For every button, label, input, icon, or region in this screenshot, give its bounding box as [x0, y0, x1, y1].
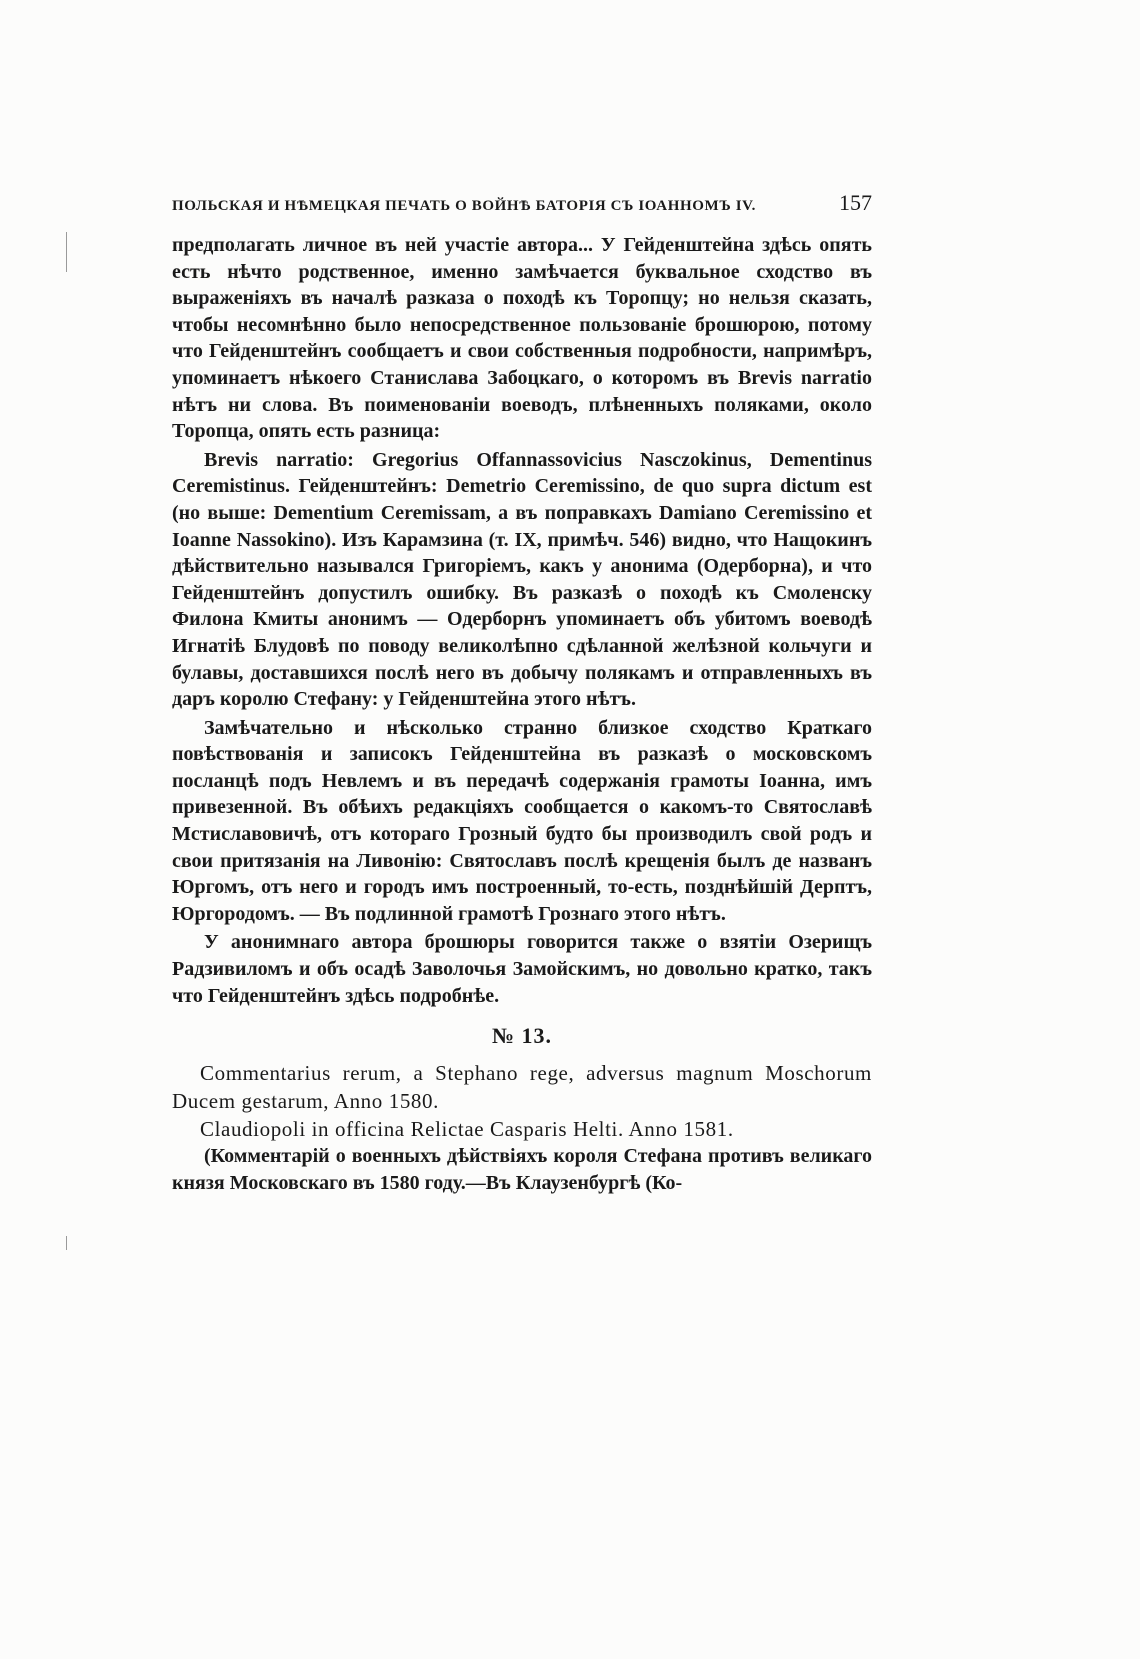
paragraph-2: Brevis narratio: Gregorius Offannassovicius Nasczokinus, Dementinus Ceremistinus. Гейденштейнъ: Demetrio Ceremissino, de quo supra dictum est (но выше: Dementium Ceremissam, а въ поправкахъ Damiano Ceremissino et Ioanne Nassokino). Изъ Карамзина (т. IX, примѣч. 546) видно, что Нащокинъ дѣйствительно назывался Григоріемъ, какъ у анонима (Одерборна), и что Гейденштейнъ допустилъ ошибку. Въ разказѣ о походѣ къ Смоленску Филона Кмиты анонимъ — Одерборнъ упоминаетъ объ убитомъ воеводѣ Игнатіѣ Блудовѣ по поводу великолѣпно сдѣланной желѣзной кольчуги и булавы, доставшихся послѣ него въ добычу полякамъ и отправленныхъ въ даръ королю Стефану: у Гейденштейна этого нѣтъ.: [172, 448, 872, 711]
running-title: ПОЛЬСКАЯ И НѢМЕЦКАЯ ПЕЧАТЬ О ВОЙНѢ БАТОРІЯ СЪ ІОАННОМЪ IV.: [172, 198, 757, 214]
section-number: № 13.: [491, 1023, 553, 1049]
entry-title: Commentarius rerum, a Stephano rege, adversus magnum Moschorum Ducem gestarum, Anno 1580.: [172, 1061, 872, 1114]
margin-mark: [66, 1236, 67, 1250]
page-content: [172, 190, 872, 1196]
entry-translation: (Комментарій о военныхъ дѣйствіяхъ короля Стефана противъ великаго князя Московскаго въ 1580 году.—Въ Клаузенбургѣ (Ко-: [172, 1145, 872, 1194]
entry-imprint: Claudiopoli in officina Relictae Casparis Helti. Anno 1581.: [200, 1117, 734, 1142]
margin-mark: [66, 232, 67, 272]
paragraph-4: У анонимнаго автора брошюры говорится также о взятіи Озерищъ Радзивиломъ и объ осадѣ Заволочья Замойскимъ, но довольно кратко, такъ что Гейденштейнъ здѣсь подробнѣе.: [172, 931, 872, 1007]
running-header: [172, 190, 872, 216]
page-number: 157: [839, 190, 872, 215]
paragraph-3: Замѣчательно и нѣсколько странно близкое сходство Краткаго повѣствованія и записокъ Гейденштейна въ разказѣ о московскомъ посланцѣ подъ Невлемъ и въ передачѣ содержанія грамоты Іоанна, имъ привезенной. Въ обѣихъ редакціяхъ сообщается о какомъ-то Святославѣ Мстиславовичѣ, отъ котораго Грозный будто бы производилъ свой родъ и свои притязанія на Ливонію: Святославъ послѣ крещенія былъ де названъ Юргомъ, отъ него и городъ имъ построенный, то-есть, позднѣйшій Дерптъ, Юргородомъ. — Въ подлинной грамотѣ Грознаго этого нѣтъ.: [172, 716, 872, 925]
paragraph-1: предполагать личное въ ней участіе автора... У Гейденштейна здѣсь опять есть нѣчто родственное, именно замѣчается буквальное сходство въ выраженіяхъ въ началѣ разказа о походѣ къ Торопцу; но нельзя сказать, чтобы несомнѣнно было непосредственное пользованіе брошюрою, потому что Гейденштейнъ сообщаетъ и свои собственныя подробности, напримѣръ, упоминаетъ нѣкоего Станислава Забоцкаго, о которомъ въ Brevis narratio нѣтъ ни слова. Въ поименованіи воеводъ, плѣненныхъ поляками, около Торопца, опять есть разница:: [172, 234, 872, 443]
